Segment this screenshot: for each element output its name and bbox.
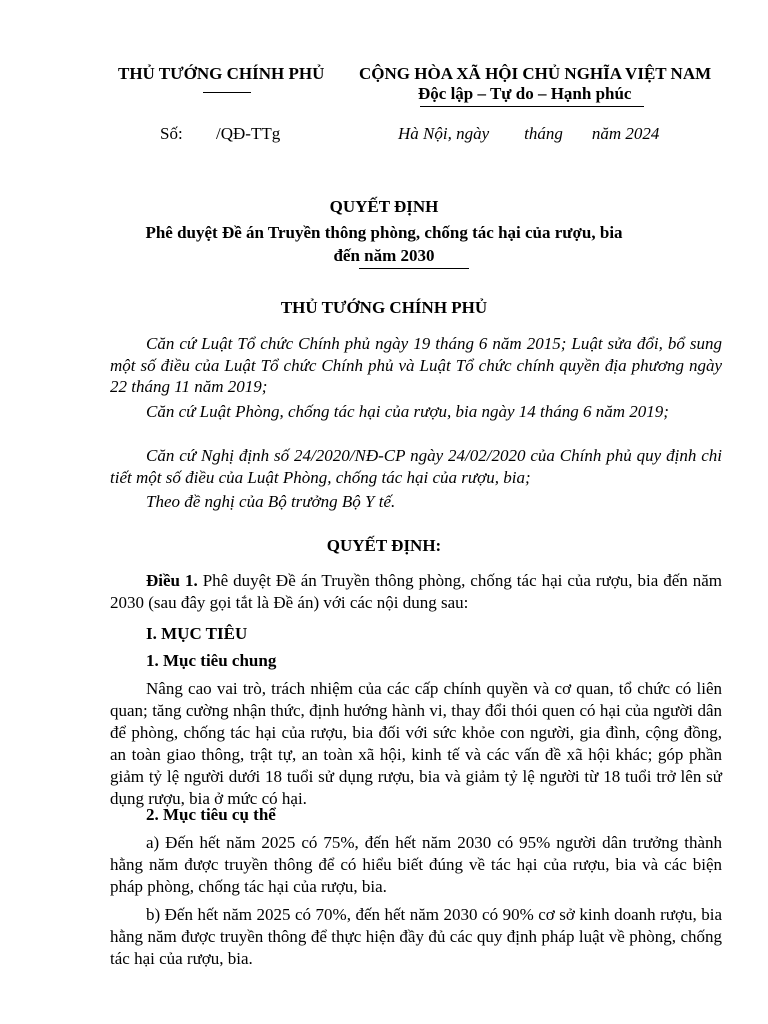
subsection-1-heading: 1. Mục tiêu chung	[146, 651, 277, 670]
motto-underline	[420, 106, 644, 107]
legal-basis-2: Căn cứ Luật Phòng, chống tác hại của rượu, bia ngày 14 tháng 6 năm 2019;	[146, 402, 669, 421]
number-value: /QĐ-TTg	[216, 124, 281, 143]
article-1-text: Phê duyệt Đề án Truyền thông phòng, chống tác hại của rượu, bia đến năm 2030 (sau đây gọi tắt là Đề án) với các nội dung sau:	[110, 571, 723, 612]
article-1	[110, 570, 722, 613]
subject-line-2: đến năm 2030	[333, 246, 435, 265]
subject-underline	[359, 268, 469, 269]
date-place: Hà Nội, ngày	[398, 124, 490, 143]
issue-date	[398, 124, 659, 144]
subject-line-1: Phê duyệt Đề án Truyền thông phòng, chống tác hại của rượu, bia	[145, 223, 623, 242]
legal-basis-1: Căn cứ Luật Tổ chức Chính phủ ngày 19 tháng 6 năm 2015; Luật sửa đổi, bổ sung một số điều của Luật Tổ chức Chính phủ và Luật Tổ chức chính quyền địa phương ngày 22 tháng 11 năm 2019;	[110, 334, 722, 396]
target-a: a) Đến hết năm 2025 có 75%, đến hết năm 2030 có 95% người dân trưởng thành hằng năm được truyền thông để có hiểu biết đúng về tác hại của rượu, bia và các biện pháp phòng, chống tác hại của rượu, bia.	[110, 833, 722, 896]
national-motto: Độc lập – Tự do – Hạnh phúc	[418, 84, 632, 103]
decision-heading: QUYẾT ĐỊNH:	[326, 536, 442, 555]
national-title: CỘNG HÒA XÃ HỘI CHỦ NGHĨA VIỆT NAM	[359, 64, 712, 83]
subsection-2-heading: 2. Mục tiêu cụ thể	[146, 805, 276, 824]
target-b: b) Đến hết năm 2025 có 70%, đến hết năm 2030 có 90% cơ sở kinh doanh rượu, bia hằng năm được truyền thông để thực hiện đầy đủ các quy định pháp luật về phòng, chống tác hại của rượu, bia.	[110, 905, 722, 968]
date-month: tháng	[524, 124, 563, 143]
section-heading: I. MỤC TIÊU	[146, 624, 248, 643]
legal-basis-4: Theo đề nghị của Bộ trưởng Bộ Y tế.	[146, 492, 396, 511]
article-1-label: Điều 1.	[146, 571, 198, 590]
subsection-1-text: Nâng cao vai trò, trách nhiệm của các cấp chính quyền và cơ quan, tổ chức có liên quan; tăng cường nhận thức, định hướng hành vi, thay đổi thói quen có hại của người dân để phòng, chống tác hại của rượu, bia đối với sức khỏe con người, gia đình, cộng đồng, an toàn giao thông, trật tự, an toàn xã hội, kinh tế và các vấn đề xã hội khác; góp phần giảm tỷ lệ người dưới 18 tuổi sử dụng rượu, bia và giảm tỷ lệ người từ 18 tuổi trở lên sử dụng rượu, bia ở mức có hại.	[110, 679, 722, 808]
authority-heading: THỦ TƯỚNG CHÍNH PHỦ	[280, 298, 488, 317]
issuer-underline	[203, 92, 251, 93]
number-label: Số:	[160, 124, 183, 143]
doc-type-heading: QUYẾT ĐỊNH	[329, 197, 439, 216]
legal-basis-3: Căn cứ Nghị định số 24/2020/NĐ-CP ngày 24/02/2020 của Chính phủ quy định chi tiết một số điều của Luật Phòng, chống tác hại của rượu, bia;	[110, 446, 722, 487]
issuer-title: THỦ TƯỚNG CHÍNH PHỦ	[118, 64, 325, 83]
date-year: năm 2024	[591, 124, 660, 143]
